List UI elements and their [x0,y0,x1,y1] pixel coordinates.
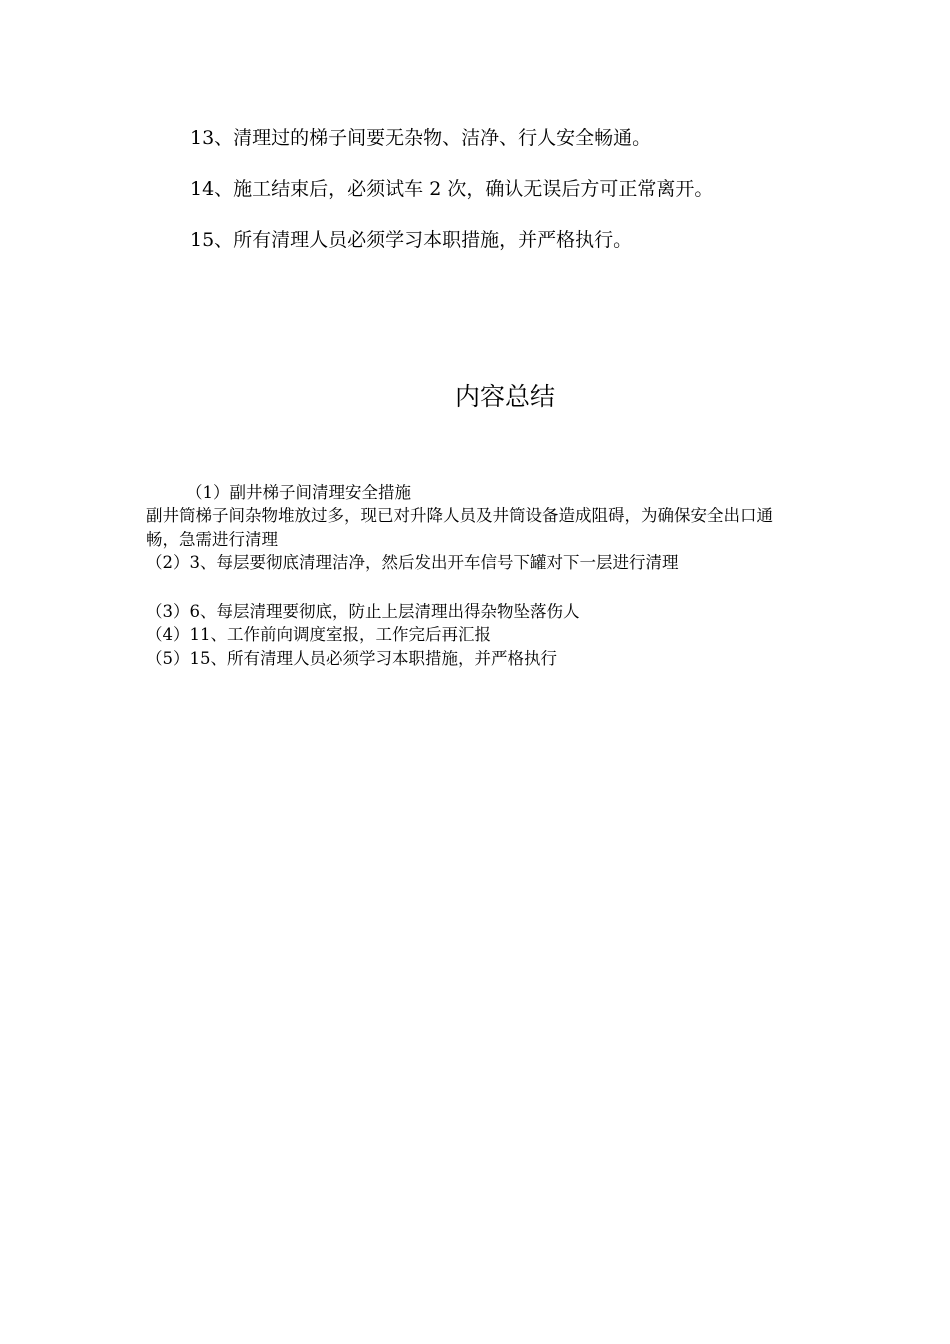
summary-item-4: （4）11、工作前向调度室报，工作完后再汇报 [146,625,491,644]
summary-intro: 副井筒梯子间杂物堆放过多，现已对升降人员及井筒设备造成阻碍，为确保安全出口通畅，急需进行清理 [146,506,773,549]
summary-item-2: （2）3、每层要彻底清理洁净，然后发出开车信号下罐对下一层进行清理 [146,553,679,572]
summary-item-1-title: （1）副井梯子间清理安全措施 [186,483,411,502]
paragraph-14: 14、施工结束后，必须试车 2 次，确认无误后方可正常离开。 [190,178,714,200]
paragraph-13: 13、清理过的梯子间要无杂物、洁净、行人安全畅通。 [190,127,652,149]
paragraph-15: 15、所有清理人员必须学习本职措施，并严格执行。 [190,229,633,251]
summary-item-5: （5）15、所有清理人员必须学习本职措施，并严格执行 [146,649,557,668]
summary-heading: 内容总结 [454,382,555,411]
summary-item-3: （3）6、每层清理要彻底，防止上层清理出得杂物坠落伤人 [146,602,580,621]
